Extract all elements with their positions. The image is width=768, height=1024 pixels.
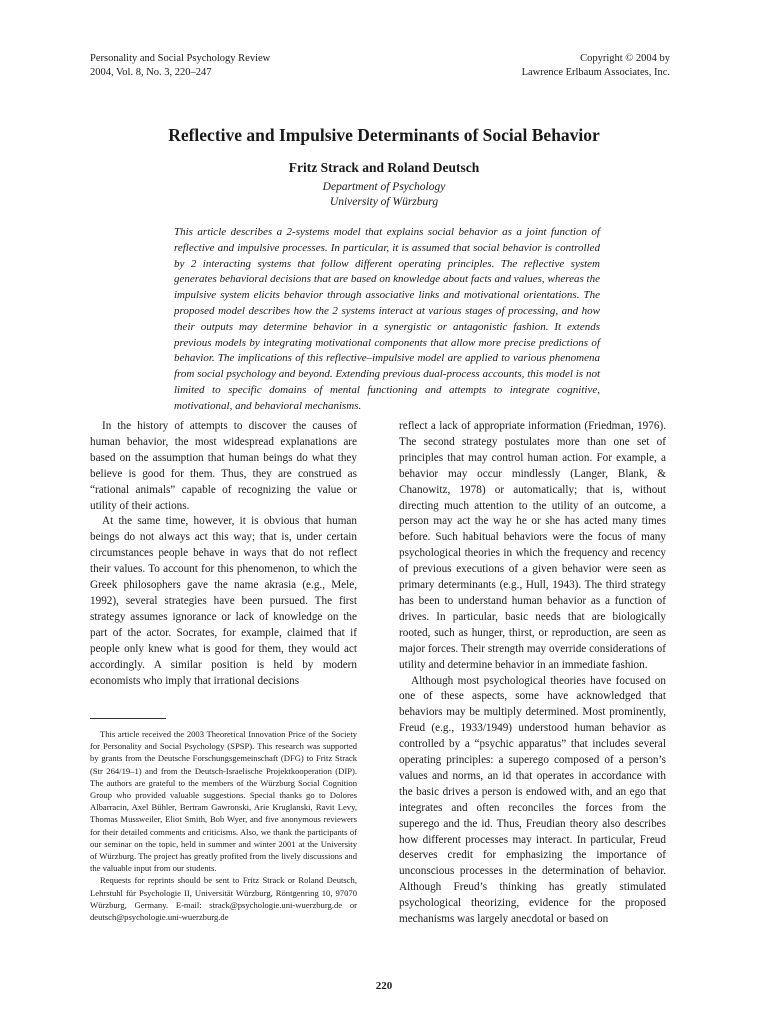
abstract: This article describes a 2-systems model that explains social behavior as a joint function of reflective and impulsive processes. In particular, it is assumed that social behavior is controlled by 2 interacting systems that follow different operating principles. The reflective system generates behavioral decisions that are based on knowledge about facts and values, whereas the impulsive system elicits behavior through associative links and motivational orientations. The proposed model describes how the 2 systems interact at various stages of processing, and how their outputs may determine behavior in a synergistic or antagonistic fashion. It extends previous models by integrating motivational components that allow more precise predictions of behavior. The implications of this reflective–impulsive model are applied to various phenomena from social psychology and beyond. Extending previous dual-process accounts, this model is not limited to specific domains of mental functioning and attempts to integrate cognitive, motivational, and behavioral mechanisms. bbox=[174, 226, 600, 412]
body-paragraph: At the same time, however, it is obvious that human beings do not always act this way; that is, under certain circumstances people behave in ways that do not reflect their values. To account for this phenomenon, to which the Greek philosophers gave the name akrasia (e.g., Mele, 1992), several strategies have been pursued. The first strategy assumes ignorance or lack of knowledge on the part of the actor. Socrates, for example, claimed that if people only knew what is good for them, they would act accordingly. A similar position is held by modern economists who imply that irrational decisions bbox=[90, 515, 357, 687]
journal-name: Personality and Social Psychology Review bbox=[90, 53, 271, 64]
affiliation-university: University of Würzburg bbox=[329, 196, 439, 208]
article-authors: Fritz Strack and Roland Deutsch bbox=[288, 160, 480, 175]
footnote-acknowledgment: This article received the 2003 Theoretical Innovation Price of the Society for Personality and Social Psychology (SPSP). This research was supported by grants from the Deutsche Forschungsgemeinschaft (DFG) to Fritz Strack (Str 264/19–1) and from the Deutsch-Israelische Projektkooperation (DIP). The authors are grateful to the members of the Würzburg Social Cognition Group who provided valuable suggestions. Special thanks go to Dolores Albarracin, Axel Bühler, Bertram Gawronski, Arie Kruglanski, Ravit Levy, Thomas Mussweiler, Eliot Smith, Bob Wyer, and five anonymous reviewers for their detailed comments and criticisms. Also, we thank the participants of our seminar on the topic, held in summer and winter 2001 at the University of Würzburg. The project has greatly profited from the lively discussions and the valuable input from our students. bbox=[90, 729, 357, 874]
copyright-holder: Lawrence Erlbaum Associates, Inc. bbox=[521, 67, 670, 78]
left-column bbox=[90, 419, 357, 689]
footnote-correspondence: Requests for reprints should be sent to Fritz Strack or Roland Deutsch, Lehrstuhl für Psychologie II, Universität Würzburg, Röntgenring 10, 97070 Würzburg, Germany. E-mail: strack@psychologie.uni-wuerzburg.de or deutsch@psychologie.uni-wuerzburg.de bbox=[90, 875, 357, 923]
author-affiliation bbox=[0, 180, 768, 210]
journal-citation bbox=[90, 52, 270, 80]
journal-volume: 2004, Vol. 8, No. 3, 220–247 bbox=[90, 67, 212, 78]
footnotes bbox=[90, 728, 357, 923]
body-paragraph: In the history of attempts to discover the causes of human behavior, the most widespread explanations are based on the assumption that human beings do what they believe is good for them. Thus, they are construed as “rational animals” capable of recognizing the value or utility of their actions. bbox=[90, 420, 357, 512]
copyright-year: Copyright © 2004 by bbox=[580, 53, 670, 64]
page-number: 220 bbox=[375, 980, 393, 992]
body-paragraph: Although most psychological theories have focused on one of these aspects, some have acknowledged that behaviors may be multiply determined. Most prominently, Freud (e.g., 1933/1949) understood human behavior as controlled by a “psychic apparatus” that includes several operating principles: a superego composed of a person’s values and norms, an id that operates in accordance with the basic drives a person is endowed with, and an ego that integrates and often reconciles the forces from the superego and the id. Thus, Freudian theory also describes how different processes may interact. In particular, Freud deserves credit for emphasizing the importance of unconscious processes in the determination of behavior. Although Freud’s thinking has greatly stimulated psychological theorizing, evidence for the proposed mechanisms was largely anecdotal or based on bbox=[399, 674, 666, 926]
article-title: Reflective and Impulsive Determinants of Social Behavior bbox=[168, 125, 600, 145]
right-column bbox=[399, 419, 666, 928]
body-paragraph: reflect a lack of appropriate information (Friedman, 1976). The second strategy postulates more than one set of principles that may control human action. For example, a behavior may occur mindlessly (Langer, Blank, & Chanowitz, 1978) or automatically; that is, without directing much attention to the utility of an outcome, a person may act the way he or she has acted many times before. Such habitual behaviors were the focus of many psychological theories in which the frequency and recency of previous executions of a given behavior were seen as primary determinants (e.g., Hull, 1943). The third strategy has been to understand human behavior as a function of drives. In particular, basic needs that are biologically rooted, such as hunger, thirst, or reproduction, are seen as major forces. Their strength may override considerations of utility and determine behavior in an immediate fashion. bbox=[399, 420, 666, 671]
affiliation-department: Department of Psychology bbox=[322, 181, 446, 193]
footnote-divider bbox=[90, 718, 166, 719]
copyright-notice bbox=[522, 52, 670, 80]
